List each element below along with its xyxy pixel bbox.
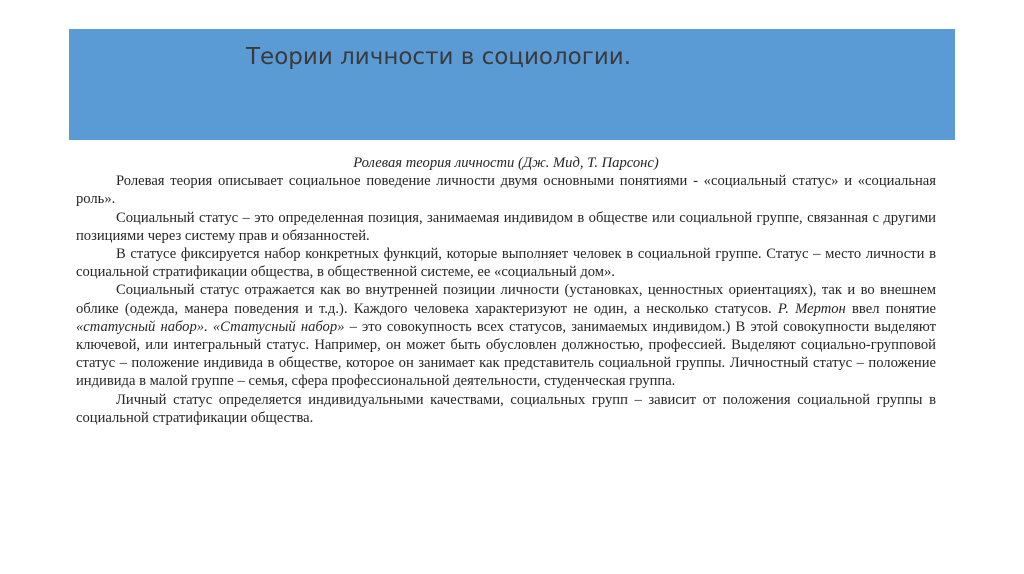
status-set-text-2: ввел понятие	[845, 300, 937, 317]
status-set-text-1: Социальный статус отражается как во внутренней позиции личности (установках, ценностных ориентациях), так и во внешнем облике (одежда, манера поведения и т.д.). Каждого человека характеризуют не один, а несколько статусов.	[76, 282, 936, 317]
paragraph-role-theory: Ролевая теория описывает социальное поведение личности двумя основными понятиями - «социальный статус» и «социальная роль».	[76, 173, 936, 208]
section-subtitle: Ролевая теория личности (Дж. Мид, Т. Парсонс)	[353, 155, 659, 171]
merton-name: Р. Мертон	[777, 300, 846, 317]
paragraph-status-functions: В статусе фиксируется набор конкретных функций, которые выполняет человек в социальной группе. Статус – место личности в социальной стратификации общества, в общественной системе, ее «социальный дом».	[76, 246, 936, 281]
status-set-term: «статусный набор». «Статусный набор»	[76, 318, 345, 335]
status-set-text-3: – это совокупность всех статусов, занимаемых индивидом.) В этой совокупности выделяют ключевой, или интегральный статус. Например, он может быть обусловлен должностью, профессией. Выделяют социально-групповой статус – положение индивида в обществе, которое он занимает как представитель социальной группы. Личностный статус – положение индивида в малой группе – семья, сфера профессиональной деятельности, студенческая группа.	[76, 318, 936, 390]
slide-body	[76, 154, 936, 427]
paragraph-status-set	[76, 281, 936, 390]
paragraph-personal-status: Личный статус определяется индивидуальными качествами, социальных групп – зависит от положения социальной группы в социальной стратификации общества.	[76, 391, 936, 426]
paragraph-social-status: Социальный статус – это определенная позиция, занимаемая индивидом в обществе или социальной группе, связанная с другими позициями через систему прав и обязанностей.	[76, 209, 936, 244]
slide-title: Теории личности в социологии.	[246, 44, 632, 70]
